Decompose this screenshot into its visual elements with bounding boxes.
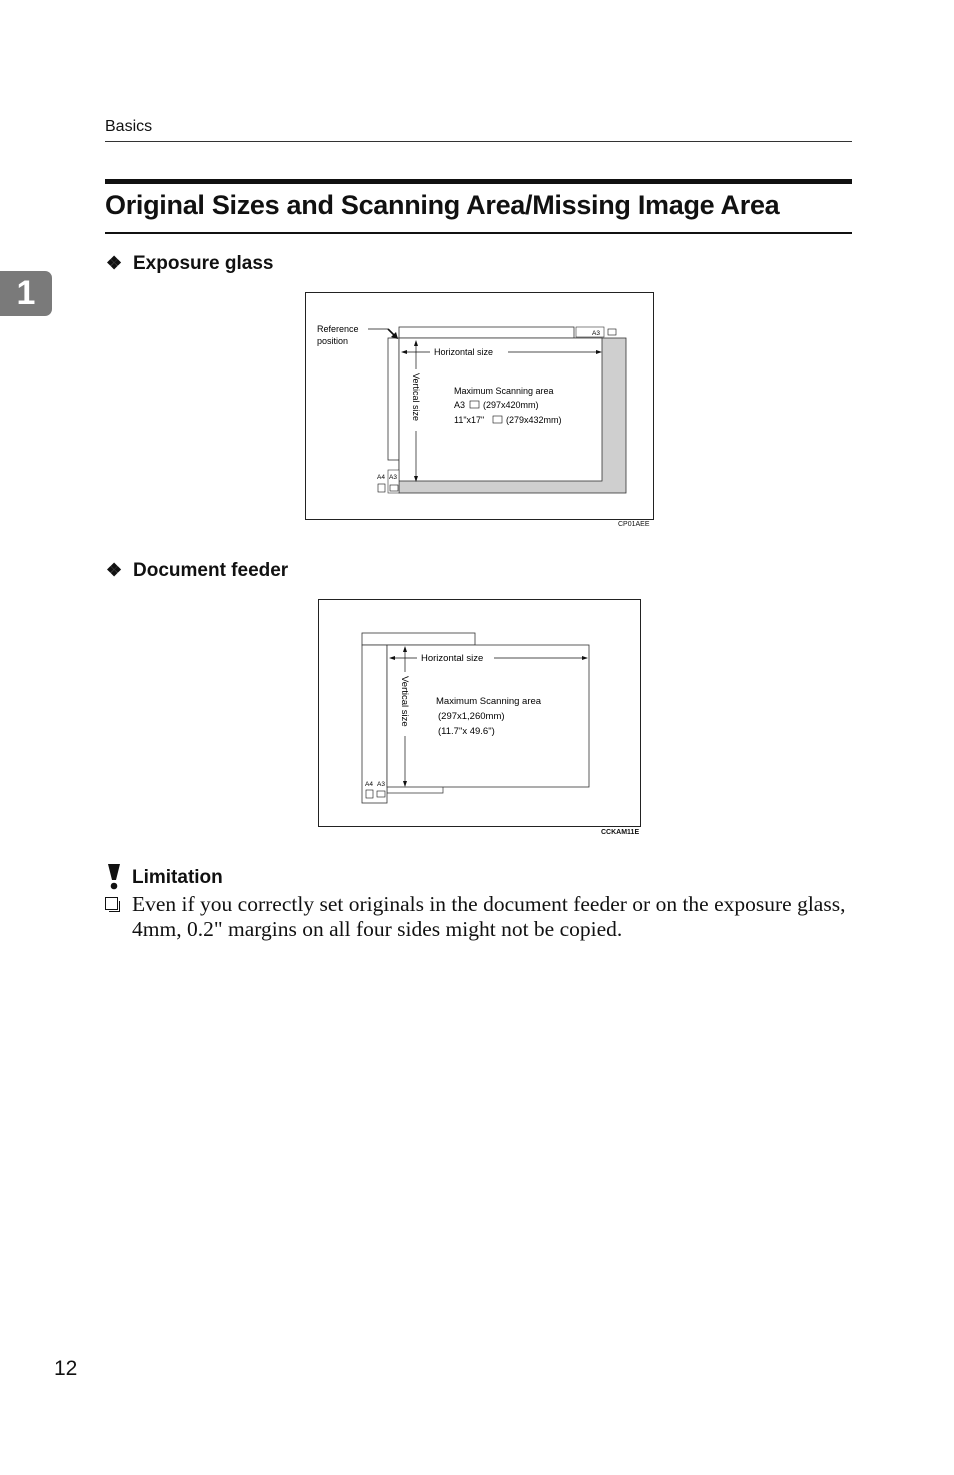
header-divider <box>105 141 852 142</box>
max-area-label: Maximum Scanning area <box>436 696 542 707</box>
exposure-glass-heading <box>106 253 273 275</box>
page-number: 12 <box>54 1357 78 1380</box>
portrait-paper-icon <box>378 484 385 492</box>
document-feeder-heading-label: Document feeder <box>133 560 289 581</box>
document-feeder-figure <box>318 599 641 827</box>
limitation-item <box>105 892 865 942</box>
title-top-rule <box>105 179 852 184</box>
max-area-mm: (297x1,260mm) <box>438 711 505 722</box>
document-feeder-heading <box>106 560 288 582</box>
checkbox-bullet-icon <box>105 897 118 910</box>
max-area-ledger: 11"x17" <box>454 415 485 425</box>
limitation-heading-label: Limitation <box>132 867 223 888</box>
vertical-size-label: Vertical size <box>399 676 410 727</box>
diamond-bullet-icon: ❖ <box>106 560 123 580</box>
left-scale-strip <box>388 338 399 460</box>
limitation-item-text: Even if you correctly set originals in the document feeder or on the exposure glass, 4mm, 0.2" margins on all four sides might not be copied. <box>132 892 846 941</box>
left-scale-strip <box>362 645 387 803</box>
exposure-glass-heading-label: Exposure glass <box>133 253 274 274</box>
diamond-bullet-icon: ❖ <box>106 253 123 273</box>
a4-mark: A4 <box>377 474 385 481</box>
vertical-size-label: Vertical size <box>411 373 421 422</box>
top-scale-strip <box>399 327 574 338</box>
document-feeder-diagram <box>319 600 640 826</box>
a4-mark: A4 <box>365 781 373 788</box>
exposure-glass-figure <box>305 292 654 520</box>
reference-label-2: position <box>317 336 349 346</box>
max-area-in: (11.7"x 49.6") <box>438 726 495 737</box>
a3-mark: A3 <box>389 474 397 481</box>
chapter-tab: 1 <box>0 271 52 316</box>
document-feeder-figure-code: CCKAM11E <box>601 829 640 836</box>
max-area-label: Maximum Scanning area <box>454 386 554 396</box>
top-a3-mark: A3 <box>592 330 600 337</box>
exposure-glass-figure-code: CP01AEE <box>618 521 650 528</box>
a3-mark: A3 <box>377 781 385 788</box>
horizontal-size-label: Horizontal size <box>421 653 484 664</box>
running-header: Basics <box>105 118 153 135</box>
max-area-ledger-dims: (279x432mm) <box>506 415 562 425</box>
max-area-a3-dims: (297x420mm) <box>483 400 539 410</box>
horizontal-size-label: Horizontal size <box>434 347 494 357</box>
max-area-a3: A3 <box>454 400 466 410</box>
landscape-paper-icon <box>608 329 616 335</box>
page-title: Original Sizes and Scanning Area/Missing Image Area <box>105 190 780 220</box>
top-scale-strip <box>362 633 475 645</box>
exposure-glass-diagram <box>306 293 653 519</box>
title-bottom-rule <box>105 232 852 234</box>
exclamation-icon <box>106 864 122 890</box>
reference-label-1: Reference <box>317 324 359 334</box>
